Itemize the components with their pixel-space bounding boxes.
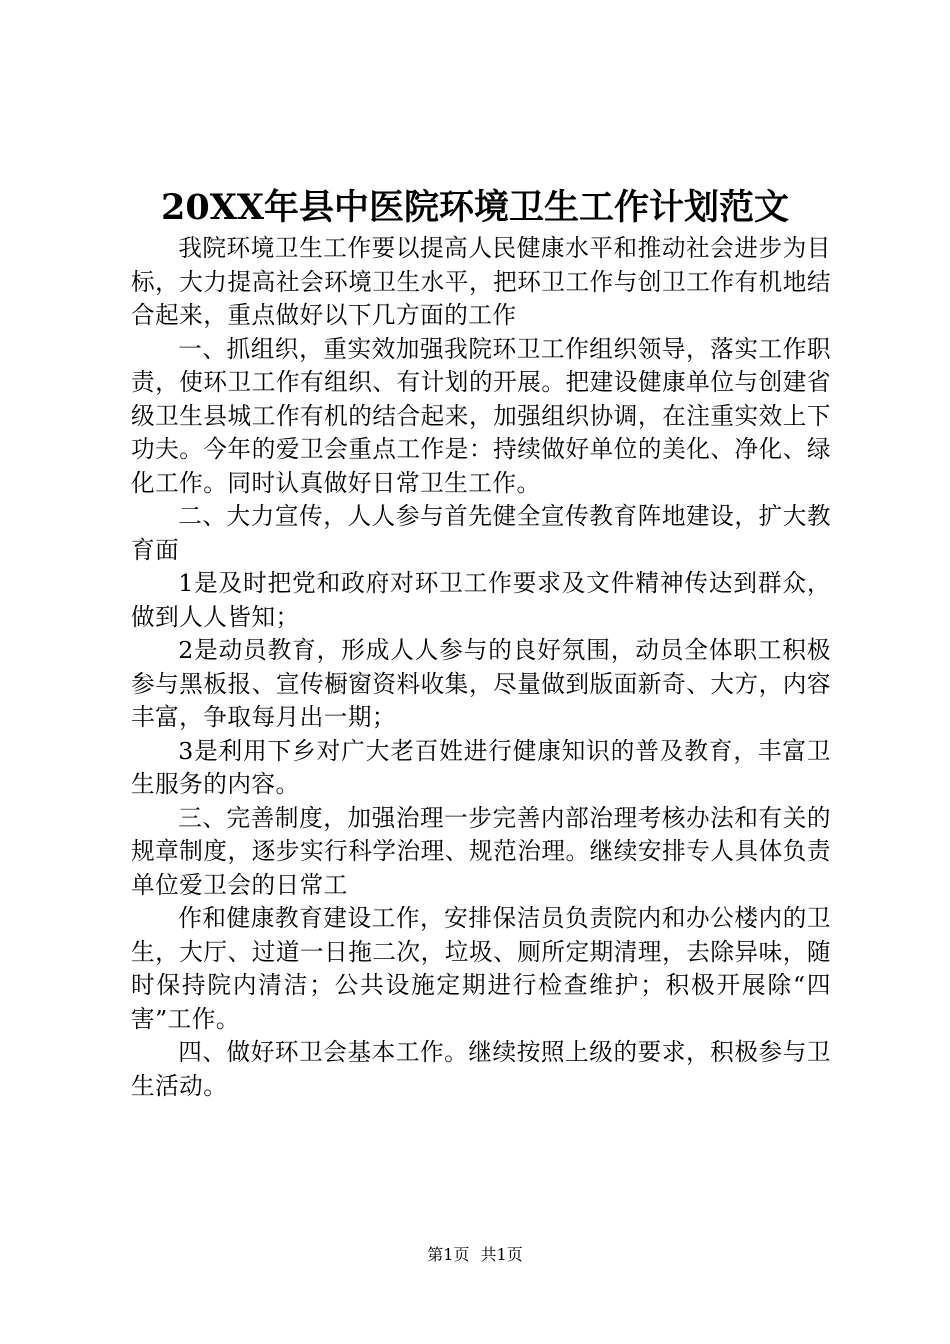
paragraph-section-2: 二、大力宣传，人人参与首先健全宣传教育阵地建设，扩大教育面 (131, 502, 831, 564)
page-number: 第1页 (427, 1245, 470, 1264)
page-total: 共1页 (480, 1245, 523, 1264)
paragraph-section-3: 三、完善制度，加强治理一步完善内部治理考核办法和有关的规章制度，逐步实行科学治理、规范治理。继续安排专人具体负责单位爱卫会的日常工 (131, 803, 831, 899)
paragraph-item-2: 2是动员教育，形成人人参与的良好氛围，动员全体职工积极参与黑板报、宣传橱窗资料收集，尽量做到版面新奇、大方，内容丰富，争取每月出一期； (131, 636, 831, 731)
document-body (131, 232, 831, 1103)
paragraph-section-1: 一、抓组织，重实效加强我院环卫工作组织领导，落实工作职责，使环卫工作有组织、有计划的开展。把建设健康单位与创建省级卫生县城工作有机的结合起来，加强组织协调，在注重实效上下功夫。今年的爱卫会重点工作是：持续做好单位的美化、净化、绿化工作。同时认真做好日常卫生工作。 (131, 334, 831, 497)
paragraph-item-1: 1是及时把党和政府对环卫工作要求及文件精神传达到群众，做到人人皆知； (131, 569, 831, 631)
paragraph-section-3-continued: 作和健康教育建设工作，安排保洁员负责院内和办公楼内的卫生，大厅、过道一日拖二次，垃圾、厕所定期清理，去除异味，随时保持院内清洁；公共设施定期进行检查维护；积极开展除“四害”工作。 (131, 904, 831, 1033)
page-footer (0, 1244, 950, 1266)
paragraph-item-3: 3是利用下乡对广大老百姓进行健康知识的普及教育，丰富卫生服务的内容。 (131, 736, 831, 798)
paragraph-section-4: 四、做好环卫会基本工作。继续按照上级的要求，积极参与卫生活动。 (131, 1038, 831, 1100)
document-title: 20XX年县中医院环境卫生工作计划范文 (160, 187, 790, 228)
paragraph-intro: 我院环境卫生工作要以提高人民健康水平和推动社会进步为目标，大力提高社会环境卫生水平，把环卫工作与创卫工作有机地结合起来，重点做好以下几方面的工作 (131, 234, 831, 329)
